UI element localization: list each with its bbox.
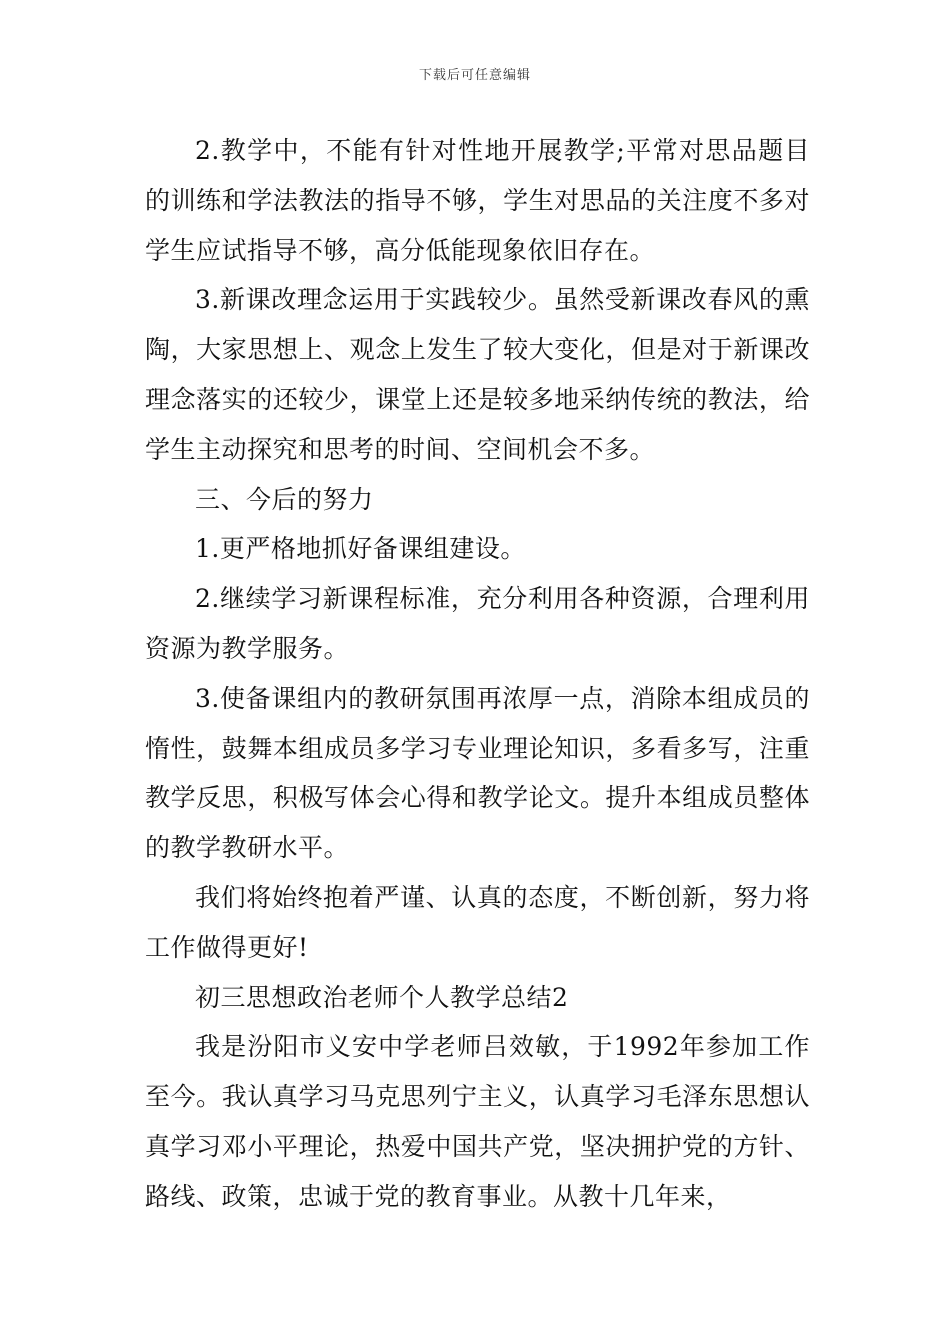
page-header-note: 下载后可任意编辑	[418, 68, 531, 83]
paragraph-effort-1: 1.更严格地抓好备课组建设。	[195, 534, 526, 564]
section-heading-future-efforts: 三、今后的努力	[195, 484, 374, 514]
paragraph-intro: 我是汾阳市义安中学老师吕效敏，于1992年参加工作至今。我认真学习马克思列宁主义，认真学习毛泽东思想认真学习邓小平理论，热爱中国共产党，坚决拥护党的方针、路线、政策，忠诚于党的教育事业。从教十几年来，	[145, 1032, 810, 1211]
paragraph-teaching-shortcoming: 2.教学中，不能有针对性地开展教学;平常对思品题目的训练和学法教法的指导不够，学生对思品的关注度不多对学生应试指导不够，高分低能现象依旧存在。	[145, 136, 810, 265]
paragraph-conclusion: 我们将始终抱着严谨、认真的态度，不断创新，努力将工作做得更好!	[145, 882, 810, 962]
paragraph-curriculum-reform: 3.新课改理念运用于实践较少。虽然受新课改春风的熏陶，大家思想上、观念上发生了较大变化，但是对于新课改理念落实的还较少，课堂上还是较多地采纳传统的教法，给学生主动探究和思考的时间、空间机会不多。	[145, 285, 810, 464]
paragraph-effort-3: 3.使备课组内的教研氛围再浓厚一点，消除本组成员的惰性，鼓舞本组成员多学习专业理论知识，多看多写，注重教学反思，积极写体会心得和教学论文。提升本组成员整体的教学教研水平。	[145, 683, 810, 863]
paragraph-effort-2: 2.继续学习新课程标准，充分利用各种资源，合理利用资源为教学服务。	[145, 584, 810, 663]
document-body	[145, 126, 810, 1222]
article-title-2: 初三思想政治老师个人教学总结2	[195, 982, 569, 1012]
